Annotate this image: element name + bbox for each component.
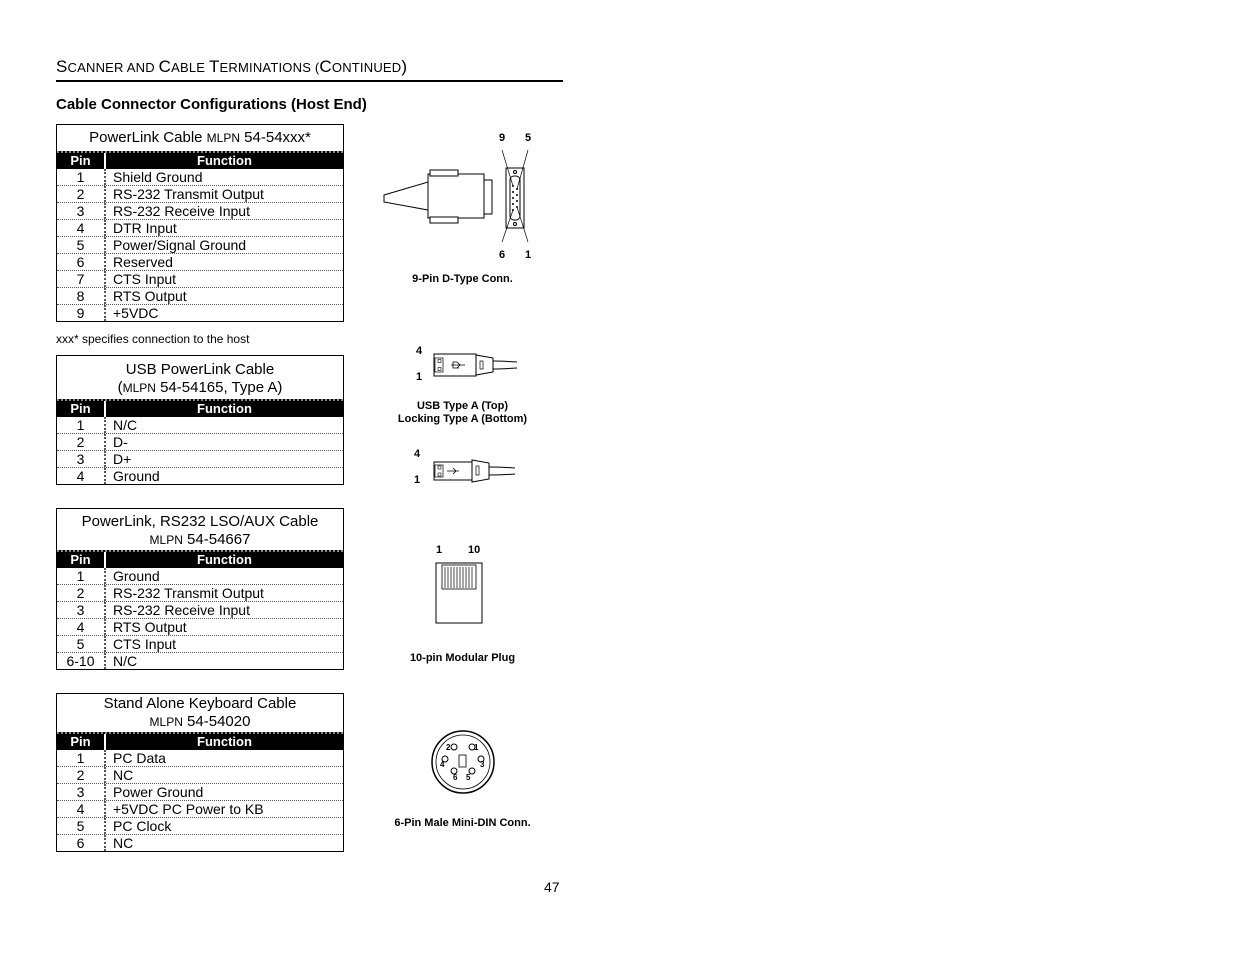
pin-cell: 2 bbox=[57, 186, 106, 202]
table-title bbox=[57, 509, 343, 550]
function-cell: RS-232 Receive Input bbox=[113, 203, 250, 219]
function-header: Function bbox=[197, 734, 252, 749]
heading-part: ERMINATIONS ( bbox=[219, 60, 320, 75]
table-row bbox=[57, 767, 343, 784]
function-cell: NC bbox=[113, 767, 134, 783]
title-part-number: 54-54020 bbox=[182, 713, 251, 730]
pin-label: 5 bbox=[525, 132, 532, 144]
table-title bbox=[57, 356, 343, 399]
usb-powerlink-cable-table bbox=[56, 355, 344, 485]
pin-label: 4 bbox=[414, 448, 421, 460]
function-cell: Power Ground bbox=[113, 784, 204, 800]
pin-cell: 4 bbox=[57, 801, 106, 817]
pin-cell: 2 bbox=[57, 434, 106, 450]
title-mlpn: MLPN bbox=[149, 715, 183, 729]
pin-cell: 9 bbox=[57, 305, 106, 321]
table-header bbox=[57, 550, 343, 568]
heading-part: ONTINUED bbox=[331, 60, 402, 75]
heading-part: ABLE bbox=[171, 60, 209, 75]
pin-cell: 1 bbox=[57, 750, 106, 766]
table-row bbox=[57, 585, 343, 602]
pin-label: 5 bbox=[466, 773, 471, 782]
pin-header: Pin bbox=[57, 153, 106, 169]
table-title bbox=[57, 694, 343, 732]
page-number: 47 bbox=[544, 879, 560, 895]
function-cell: RS-232 Transmit Output bbox=[113, 585, 264, 601]
table-row bbox=[57, 220, 343, 237]
function-cell: Power/Signal Ground bbox=[113, 237, 247, 253]
table-row bbox=[57, 288, 343, 305]
table-header bbox=[57, 399, 343, 417]
keyboard-cable-table bbox=[56, 693, 344, 852]
function-cell: D+ bbox=[113, 451, 132, 467]
function-cell: CTS Input bbox=[113, 271, 177, 287]
table-row bbox=[57, 784, 343, 801]
powerlink-cable-table bbox=[56, 124, 344, 322]
heading-part: C bbox=[319, 57, 332, 76]
heading-part: ) bbox=[401, 57, 408, 76]
function-cell: Shield Ground bbox=[113, 169, 203, 185]
table-row bbox=[57, 750, 343, 767]
table-row bbox=[57, 835, 343, 851]
pin-cell: 3 bbox=[57, 784, 106, 800]
function-cell: N/C bbox=[113, 653, 138, 669]
pin-cell: 5 bbox=[57, 237, 106, 253]
usb-caption-line2: Locking Type A (Bottom) bbox=[397, 413, 528, 425]
pin-cell: 3 bbox=[57, 602, 106, 618]
table-row bbox=[57, 203, 343, 220]
usb-type-a-connector-icon bbox=[433, 350, 518, 380]
dtype-connector-icon bbox=[380, 150, 540, 245]
pin-header: Pin bbox=[57, 401, 106, 417]
footnote: xxx* specifies connection to the host bbox=[56, 332, 250, 346]
pin-cell: 4 bbox=[57, 220, 106, 236]
table-body bbox=[57, 417, 343, 484]
table-row bbox=[57, 271, 343, 288]
pin-label: 3 bbox=[480, 760, 485, 769]
pin-label: 4 bbox=[416, 345, 423, 357]
function-header: Function bbox=[197, 552, 252, 567]
table-row bbox=[57, 417, 343, 434]
table-body bbox=[57, 750, 343, 851]
table-row bbox=[57, 636, 343, 653]
table-row bbox=[57, 451, 343, 468]
table-row bbox=[57, 468, 343, 484]
table-row bbox=[57, 305, 343, 321]
pin-cell: 3 bbox=[57, 203, 106, 219]
pin-cell: 8 bbox=[57, 288, 106, 304]
pin-cell: 1 bbox=[57, 417, 106, 433]
pin-cell: 7 bbox=[57, 271, 106, 287]
table-row bbox=[57, 186, 343, 203]
function-header: Function bbox=[197, 153, 252, 168]
function-cell: DTR Input bbox=[113, 220, 177, 236]
function-cell: Ground bbox=[113, 468, 160, 484]
title-line-2 bbox=[57, 531, 343, 549]
table-row bbox=[57, 169, 343, 186]
table-row bbox=[57, 434, 343, 451]
function-cell: PC Data bbox=[113, 750, 166, 766]
function-header: Function bbox=[197, 401, 252, 416]
pin-cell: 2 bbox=[57, 767, 106, 783]
table-row bbox=[57, 254, 343, 271]
usb-caption-line1: USB Type A (Top) bbox=[416, 400, 509, 412]
heading-part: CANNER AND bbox=[67, 60, 159, 75]
function-cell: +5VDC bbox=[113, 305, 159, 321]
pin-cell: 6 bbox=[57, 254, 106, 270]
pin-label: 2 bbox=[446, 743, 451, 752]
table-row bbox=[57, 653, 343, 669]
function-cell: D- bbox=[113, 434, 128, 450]
pin-cell: 4 bbox=[57, 468, 106, 484]
title-mlpn: MLPN bbox=[206, 131, 241, 145]
table-row bbox=[57, 237, 343, 254]
title-text: PowerLink Cable bbox=[89, 129, 207, 146]
pin-cell: 1 bbox=[57, 169, 106, 185]
function-cell: CTS Input bbox=[113, 636, 177, 652]
heading-part: T bbox=[208, 57, 220, 76]
usb-locking-connector-icon bbox=[433, 456, 518, 486]
function-cell: +5VDC PC Power to KB bbox=[113, 801, 264, 817]
title-part-number: 54-54667 bbox=[182, 531, 251, 548]
minidin-caption: 6-Pin Male Mini-DIN Conn. bbox=[394, 817, 531, 829]
pin-cell: 3 bbox=[57, 451, 106, 467]
pin-label: 10 bbox=[468, 544, 481, 556]
pin-cell: 6 bbox=[57, 835, 106, 851]
pin-label: 6 bbox=[453, 773, 458, 782]
title-mlpn: MLPN bbox=[122, 381, 156, 395]
lso-aux-cable-table bbox=[56, 508, 344, 670]
subheading: Cable Connector Configurations (Host End) bbox=[56, 96, 367, 113]
pin-label: 1 bbox=[416, 371, 423, 383]
modular-caption: 10-pin Modular Plug bbox=[409, 652, 516, 664]
title-part-number: 54-54xxx* bbox=[240, 129, 311, 146]
title-text: PowerLink, RS232 LSO/AUX Cable bbox=[81, 513, 319, 530]
pin-cell: 5 bbox=[57, 818, 106, 834]
pin-label: 1 bbox=[414, 474, 421, 486]
pin-label: 1 bbox=[436, 544, 443, 556]
table-header bbox=[57, 151, 343, 169]
table-title bbox=[57, 125, 343, 151]
pin-label: 1 bbox=[525, 249, 532, 261]
pin-cell: 2 bbox=[57, 585, 106, 601]
section-heading bbox=[56, 56, 563, 82]
table-header bbox=[57, 732, 343, 750]
pin-header: Pin bbox=[57, 552, 106, 568]
table-row bbox=[57, 619, 343, 636]
title-mlpn: MLPN bbox=[149, 533, 183, 547]
table-row bbox=[57, 602, 343, 619]
function-cell: NC bbox=[113, 835, 134, 851]
pin-cell: 6-10 bbox=[57, 653, 106, 669]
table-row bbox=[57, 801, 343, 818]
function-cell: RTS Output bbox=[113, 619, 187, 635]
modular-plug-icon bbox=[435, 562, 483, 624]
table-row bbox=[57, 818, 343, 835]
title-line-2 bbox=[57, 713, 343, 731]
pin-label: 1 bbox=[474, 743, 479, 752]
pin-label: 9 bbox=[499, 132, 506, 144]
heading-part: C bbox=[158, 57, 172, 76]
pin-cell: 1 bbox=[57, 568, 106, 584]
title-line-2 bbox=[57, 379, 343, 397]
function-cell: RS-232 Receive Input bbox=[113, 602, 250, 618]
pin-label: 4 bbox=[440, 760, 445, 769]
table-body bbox=[57, 169, 343, 321]
function-cell: PC Clock bbox=[113, 818, 172, 834]
table-row bbox=[57, 568, 343, 585]
function-cell: N/C bbox=[113, 417, 138, 433]
pin-label: 6 bbox=[499, 249, 506, 261]
function-cell: Ground bbox=[113, 568, 160, 584]
pin-cell: 5 bbox=[57, 636, 106, 652]
title-part-number: 54-54165, Type A) bbox=[155, 379, 283, 396]
dtype-caption: 9-Pin D-Type Conn. bbox=[412, 273, 513, 285]
title-text: USB PowerLink Cable bbox=[125, 361, 275, 378]
heading-part: S bbox=[56, 57, 68, 76]
pin-header: Pin bbox=[57, 734, 106, 750]
pin-cell: 4 bbox=[57, 619, 106, 635]
function-cell: RTS Output bbox=[113, 288, 187, 304]
title-text: Stand Alone Keyboard Cable bbox=[103, 695, 297, 712]
title-part: ( bbox=[117, 379, 123, 396]
function-cell: RS-232 Transmit Output bbox=[113, 186, 264, 202]
function-cell: Reserved bbox=[113, 254, 173, 270]
table-body bbox=[57, 568, 343, 669]
